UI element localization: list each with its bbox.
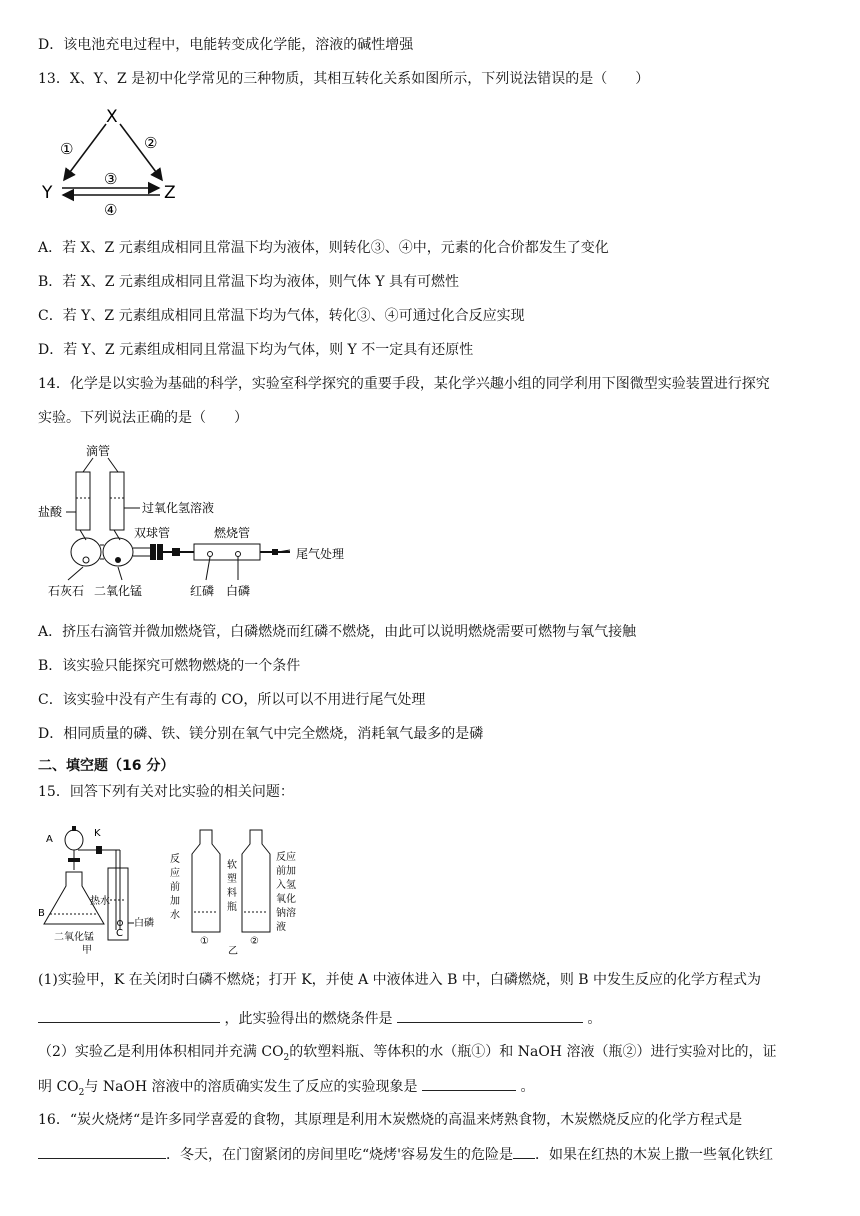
svg-text:氧化: 氧化 [276,894,296,905]
q13-arrow-label-2: ② [144,134,158,152]
svg-text:软: 软 [227,860,237,871]
answer-blank [513,1144,535,1159]
q15-experiment-jia [38,820,158,956]
answer-blank [397,1008,583,1023]
svg-text:料: 料 [227,888,237,899]
q14-option-d: D．相同质量的磷、铁、镁分别在氧气中完全燃烧，消耗氧气最多的是磷 [38,726,484,742]
label-bottle-2: ② [250,936,259,947]
label-c: C [116,928,123,939]
label-a: A [46,834,53,845]
q15-part1-line1: (1)实验甲，K 在关闭时白磷不燃烧；打开 K，并使 A 中液体进入 B 中，白磷燃烧，则 B 中发生反应的化学方程式为 [38,972,762,988]
arrow-x-to-z [120,124,162,180]
label-white-phosphorus-jia: 白磷 [134,918,154,929]
label-hot-water: 热水 [90,896,110,907]
svg-text:入氢: 入氢 [276,880,296,891]
q13-conversion-diagram [38,104,188,222]
q16-line2: ．冬天，在门窗紧闭的房间里吃“烧烤'容易发生的危险是 ．如果在红热的木炭上撒一些氧化铁红 [38,1144,773,1165]
svg-text:瓶: 瓶 [227,902,237,913]
q13-arrow-label-4: ④ [104,201,118,219]
q13-option-a: A．若 X、Z 元素组成相同且常温下均为液体，则转化③、④中，元素的化合价都发生了变化 [38,240,609,256]
q15-part2-line1: （2）实验乙是利用体积相同并充满 $CO_2$的软塑料瓶、等体积的水（瓶①）和 NaOH 溶液（瓶②）进行实验对比的，证 [38,1044,777,1063]
q13-arrow-label-1: ① [60,140,74,158]
q14-stem-line1: 14．化学是以实验为基础的科学，实验室科学探究的重要手段，某化学兴趣小组的同学利用下图微型实验装置进行探究 [38,376,770,392]
label-dropper: 滴管 [86,444,111,458]
q13-label-z: Z [164,183,176,203]
q13-label-y: Y [42,183,53,203]
label-h2o2: 过氧化氢溶液 [142,501,215,515]
label-bottle-1: ① [200,936,209,947]
q14-apparatus-diagram [38,440,358,602]
label-white-phosphorus: 白磷 [226,584,251,598]
q13-option-b: B．若 X、Z 元素组成相同且常温下均为液体，则气体 Y 具有可燃性 [38,274,460,290]
svg-text:应: 应 [170,868,180,879]
q15-part2-line2: 明 $CO_2$与 NaOH 溶液中的溶质确实发生了反应的实验现象是 。 [38,1076,534,1103]
q16-line1: 16．“炭火烧烤“是许多同学喜爱的食物，其原理是利用木炭燃烧的高温来烤熟食物，木炭燃烧反应的化学方程式是 [38,1112,743,1128]
svg-text:钠溶: 钠溶 [276,908,296,919]
q14-option-b: B．该实验只能探究可燃物燃烧的一个条件 [38,658,301,674]
q14-option-c: C．该实验中没有产生有毒的 CO，所以可以不用进行尾气处理 [38,692,426,708]
label-yi: 乙 [228,946,238,956]
label-exhaust: 尾气处理 [296,547,345,561]
label-b: B [38,908,45,919]
svg-text:反: 反 [170,854,180,865]
q14-stem-line2: 实验。下列说法正确的是（ ） [38,410,248,426]
label-limestone: 石灰石 [48,584,85,598]
q13-stem: 13．X、Y、Z 是初中化学常见的三种物质，其相互转化关系如图所示，下列说法错误的是（ ） [38,71,650,87]
q15-experiment-yi [170,820,306,956]
q15-part1-line2: ，此实验得出的燃烧条件是 。 [38,1008,601,1029]
label-jia: 甲 [82,945,92,956]
q13-option-d: D．若 Y、Z 元素组成相同且常温下均为气体，则 Y 不一定具有还原性 [38,342,474,358]
answer-blank [422,1076,516,1091]
label-double-bulb: 双球管 [134,526,171,540]
svg-text:前: 前 [170,882,180,893]
label-k: K [94,828,101,839]
bottle-2 [242,830,270,932]
label-mno2-jia: 二氧化锰 [54,932,94,943]
q13-option-c: C．若 Y、Z 元素组成相同且常温下均为气体，转化③、④可通过化合反应实现 [38,308,525,324]
q13-label-x: X [106,107,118,127]
answer-blank [38,1144,166,1159]
q14-option-a: A．挤压右滴管并微加燃烧管，白磷燃烧而红磷不燃烧，由此可以说明燃烧需要可燃物与氧气接触 [38,624,637,640]
svg-text:液: 液 [276,922,286,933]
label-mno2: 二氧化锰 [94,584,143,598]
svg-text:加: 加 [170,896,180,907]
answer-blank [38,1008,220,1023]
q12-option-d: D．该电池充电过程中，电能转变成化学能，溶液的碱性增强 [38,37,414,53]
section-title: 二、填空题（16 分） [38,758,175,774]
bottle-1 [192,830,220,932]
svg-text:反应: 反应 [276,852,296,863]
svg-text:塑: 塑 [227,874,237,885]
label-red-phosphorus: 红磷 [190,584,215,598]
q13-arrow-label-3: ③ [104,170,118,188]
q15-stem: 15．回答下列有关对比实验的相关问题： [38,784,294,800]
svg-text:前加: 前加 [276,866,296,877]
label-hcl: 盐酸 [38,505,63,519]
svg-text:水: 水 [170,910,180,921]
label-burn-tube: 燃烧管 [214,526,251,540]
